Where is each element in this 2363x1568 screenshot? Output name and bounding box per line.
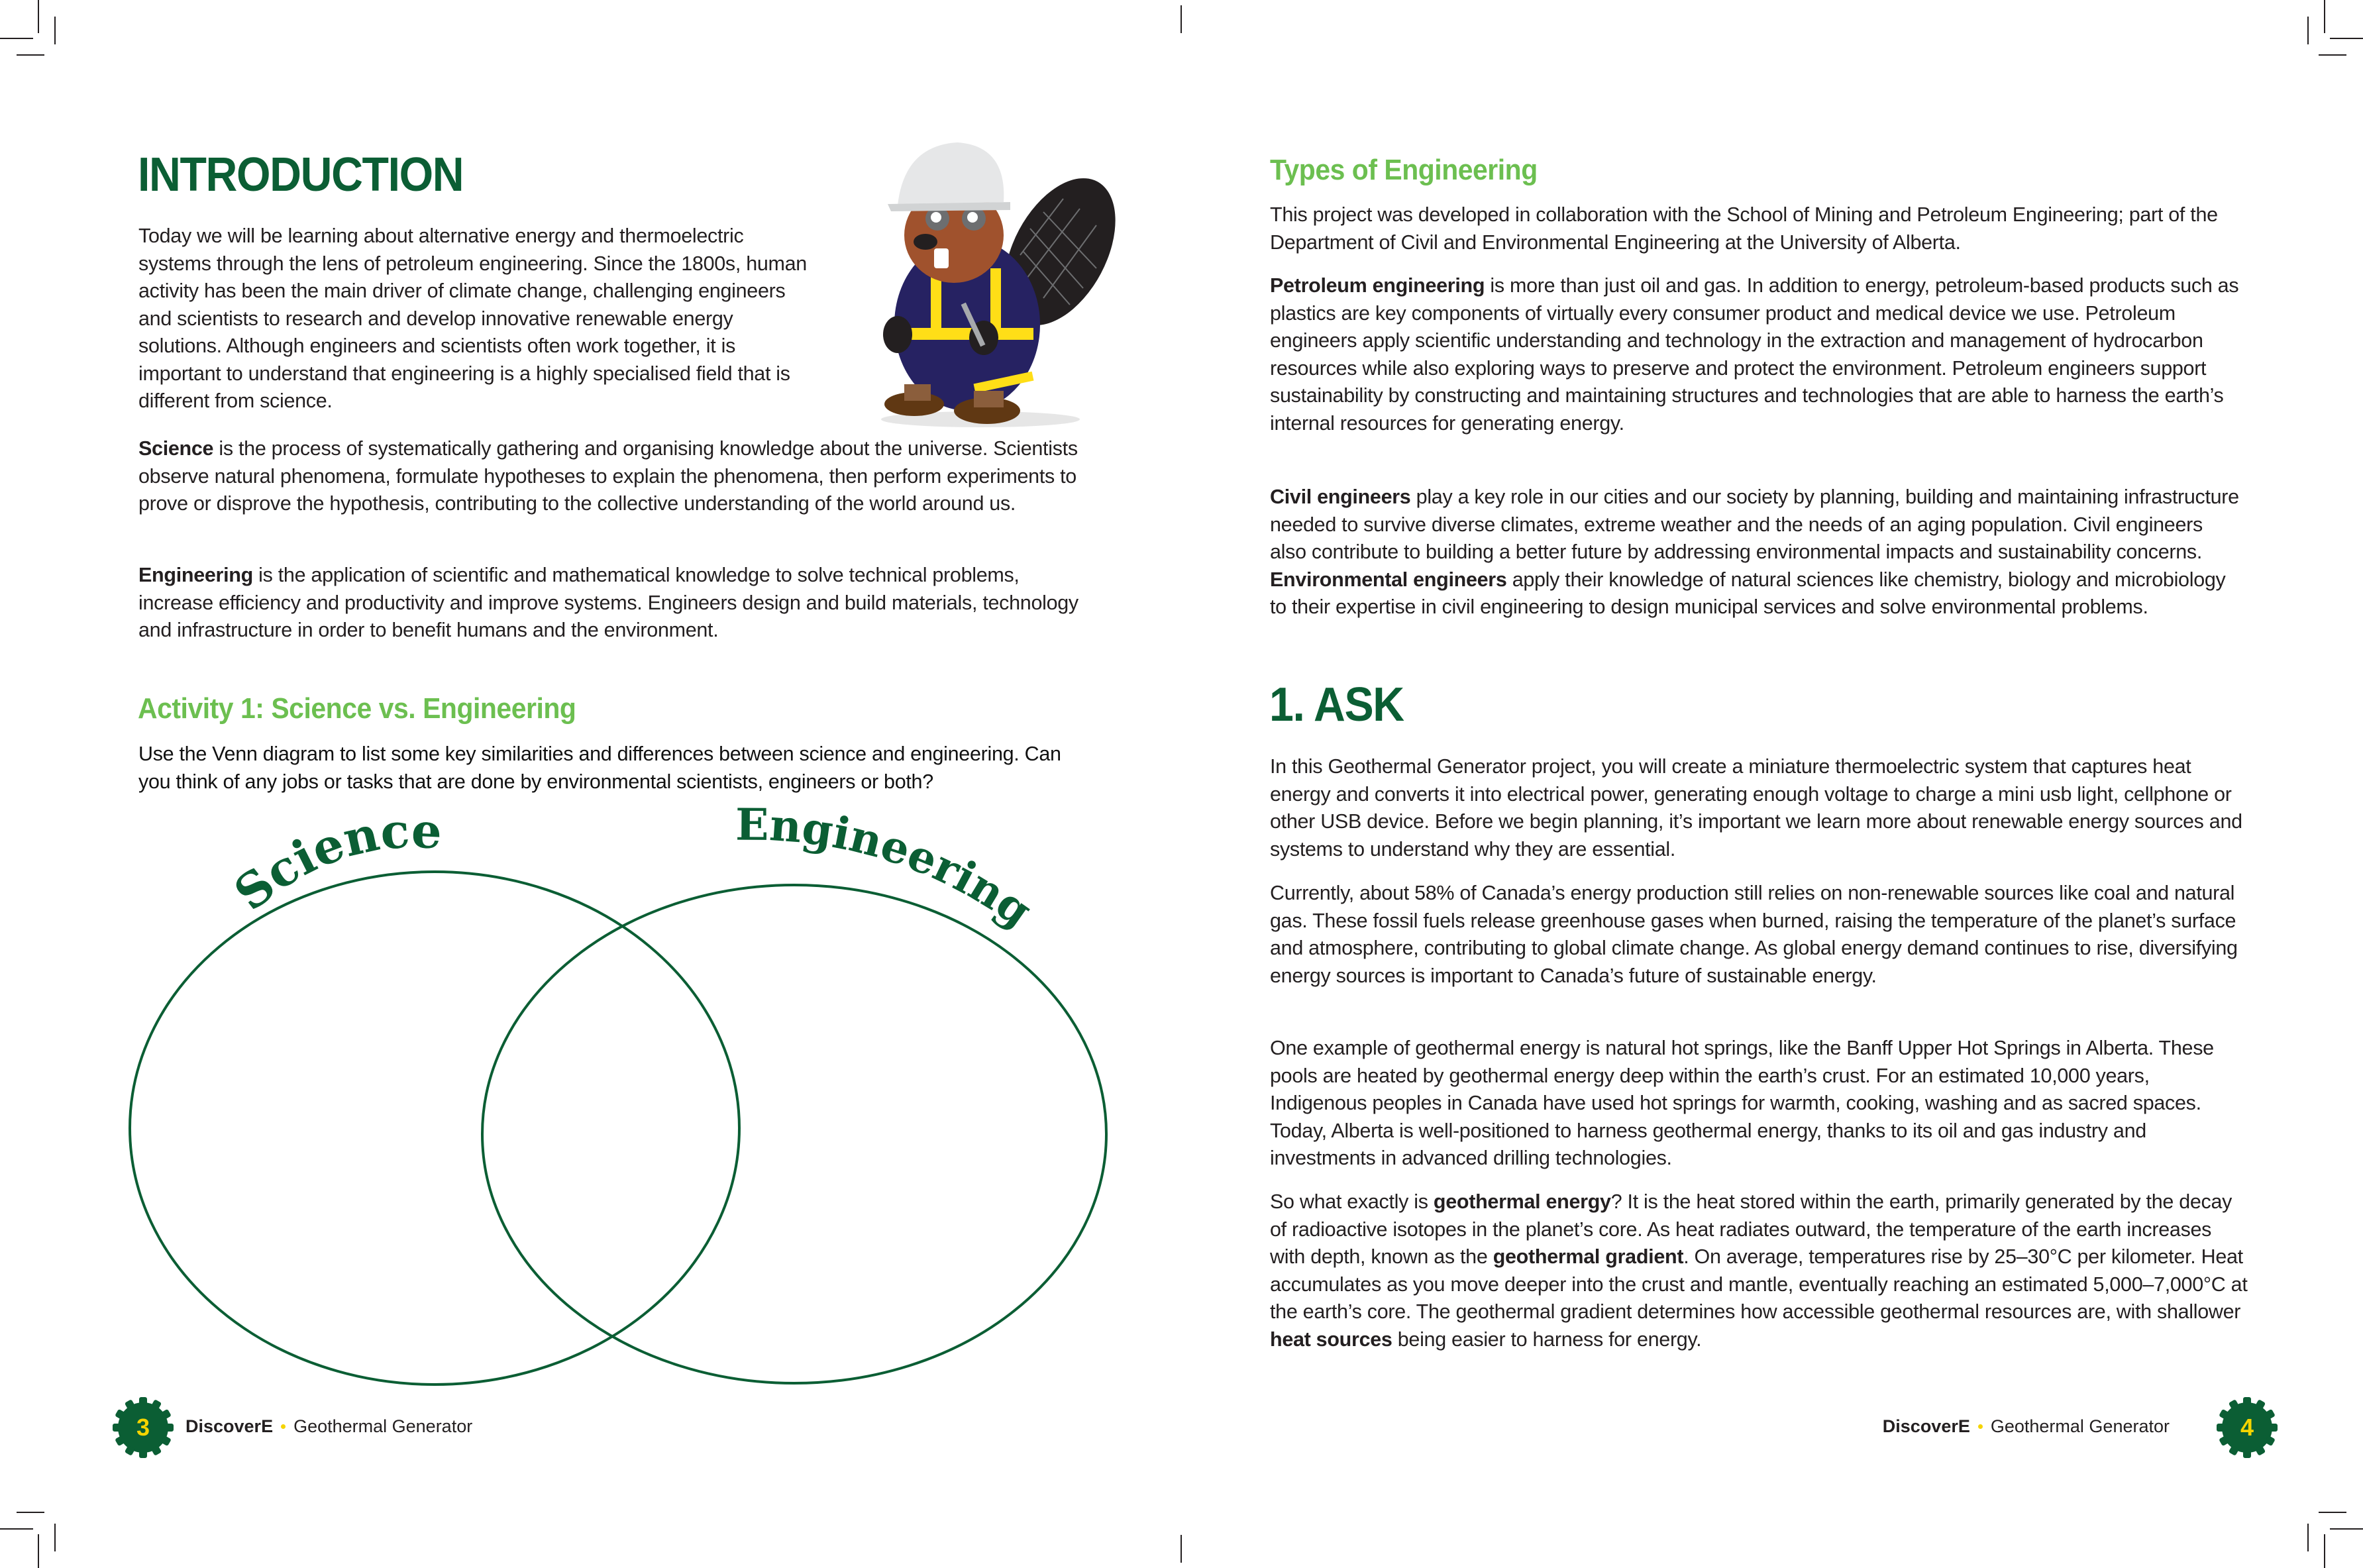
types-of-engineering-heading: Types of Engineering (1270, 154, 1538, 186)
ask-paragraph-3: One example of geothermal energy is natural hot springs, like the Banff Upper Hot Springs in Alberta. These pools are heated by geothermal energy deep within the earth’s crust. For an estimated 10,000 years, Indigenous peoples in Canada have used hot springs for warmth, cooking, washing and as sacred spaces. Today, Alberta is well-positioned to harness geothermal energy, thanks to its oil and gas industry and investments in advanced drilling technologies. (1270, 1037, 2214, 1169)
science-term: Science (138, 437, 214, 460)
page-number: 3 (136, 1414, 150, 1441)
page-number-badge (2215, 1396, 2279, 1459)
footer-title: Geothermal Generator (1990, 1416, 2170, 1436)
footer-separator-dot (1978, 1424, 1983, 1429)
right-page (1181, 0, 2363, 1568)
civil-text: play a key role in our cities and our society by planning, building and maintaining infrastructure needed to survive diverse climates, extreme weather and the needs of an aging population. Civil engineers also contribute to building a better future by addressing environmental impacts and sustainability concerns. (1270, 486, 2239, 563)
engineering-definition: is the application of scientific and mathematical knowledge to solve technical problems, increase efficiency and productivity and improve systems. Engineers design and build materials, technology and infrastructure in order to benefit humans and the environment. (138, 564, 1078, 641)
page-number-badge (111, 1396, 175, 1459)
civil-paragraph (1270, 484, 2244, 621)
footer-title: Geothermal Generator (293, 1416, 473, 1436)
page-title-introduction: INTRODUCTION (138, 148, 464, 201)
footer-separator-dot (281, 1424, 286, 1429)
environmental-term: Environmental engineers (1270, 568, 1507, 591)
text: . On average, temperatures rise by 25–30°C per kilometer. Heat accumulates as you move deeper into the crust and mantle, eventually reaching an estimated 5,000–7,000°C at the earth’s core. The geothermal gradient determines how accessible geothermal resources are, with shallower (1270, 1245, 2248, 1323)
petroleum-term: Petroleum engineering (1270, 274, 1485, 297)
science-paragraph (138, 435, 1092, 518)
footer-brand: DiscoverE (185, 1416, 274, 1436)
petroleum-paragraph (1270, 272, 2244, 437)
civil-term: Civil engineers (1270, 486, 1411, 508)
activity-instructions: Use the Venn diagram to list some key similarities and differences between science and engineering. Can you think of any jobs or tasks that are done by environmental scientists, engineers or both? (138, 743, 1061, 793)
ask-paragraph-4 (1270, 1188, 2250, 1353)
venn-label-engineering: Engineering (735, 798, 1042, 937)
environmental-text: apply their knowledge of natural sciences like chemistry, biology and microbiology to their expertise in civil engineering to design municipal services and solve environmental problems. (1270, 568, 2226, 618)
left-page (0, 0, 1181, 1568)
science-definition: is the process of systematically gathering and organising knowledge about the universe. Scientists observe natural phenomena, formulate hypotheses to explain the phenomena, then perform experiments to prove or disprove the hypothesis, contributing to the collective understanding of the world around us. (138, 437, 1078, 515)
venn-label-science: Science (223, 802, 444, 921)
ask-heading: 1. ASK (1269, 678, 1404, 731)
venn-circle-science[interactable] (130, 872, 739, 1385)
beaver-mascot-illustration (851, 136, 1116, 431)
beaver-icon (851, 136, 1116, 431)
ask-paragraph-1: In this Geothermal Generator project, you will create a miniature thermoelectric system that captures heat energy and converts it into electrical power, generating enough voltage to charge a mini usb light, cellphone or other USB device. Before we begin planning, it’s important we learn more about renewable energy sources and systems to understand why they are essential. (1270, 755, 2242, 861)
engineering-term: Engineering (138, 564, 253, 586)
text: ? It is the heat stored within the earth, primarily generated by the decay of radioactive isotopes in the planet’s core. As heat radiates outward, the temperature of the earth increases with depth, known as the (1270, 1190, 2232, 1268)
venn-circle-engineering[interactable] (482, 885, 1106, 1383)
text: being easier to harness for energy. (1392, 1328, 1702, 1351)
petroleum-text: is more than just oil and gas. In addition to energy, petroleum-based products such as plastics are key components of virtually every consumer product and medical device we use. Petroleum engineers apply scientific understanding and technology in the extraction and management of hydrocarbon resources while also exploring ways to preserve and protect the environment. Petroleum engineers support sustainability by constructing and maintaining structures and technologies that are able to harness the earth’s internal resources for generating energy. (1270, 274, 2239, 435)
ask-paragraph-2: Currently, about 58% of Canada’s energy production still relies on non-renewable sources like coal and natural gas. These fossil fuels release greenhouse gases when burned, raising the temperature of the planet’s surface and atmosphere, contributing to global climate change. As global energy demand continues to rise, diversifying energy sources is important to Canada’s future of sustainable energy. (1270, 882, 2238, 987)
term-heat-sources: heat sources (1270, 1328, 1392, 1351)
footer-brand: DiscoverE (1882, 1416, 1970, 1436)
text: So what exactly is (1270, 1190, 1434, 1213)
term-geothermal-energy: geothermal energy (1433, 1190, 1611, 1213)
intro-paragraph: Today we will be learning about alternative energy and thermoelectric systems through the lens of petroleum engineering. Since the 1800s, human activity has been the main driver of climate change, challenging engineers and scientists to research and develop innovative renewable energy solutions. Although engineers and scientists often work together, it is important to understand that engineering is a highly specialised field that is different from science. (138, 225, 807, 412)
footer-right (1883, 1416, 2170, 1437)
types-intro-paragraph: This project was developed in collaboration with the School of Mining and Petroleum Engineering; part of the Department of Civil and Environmental Engineering at the University of Alberta. (1270, 203, 2218, 254)
engineering-paragraph (138, 562, 1092, 645)
activity-heading: Activity 1: Science vs. Engineering (138, 692, 576, 725)
term-geothermal-gradient: geothermal gradient (1493, 1245, 1684, 1268)
page-number: 4 (2240, 1414, 2254, 1441)
footer-left (185, 1416, 472, 1437)
